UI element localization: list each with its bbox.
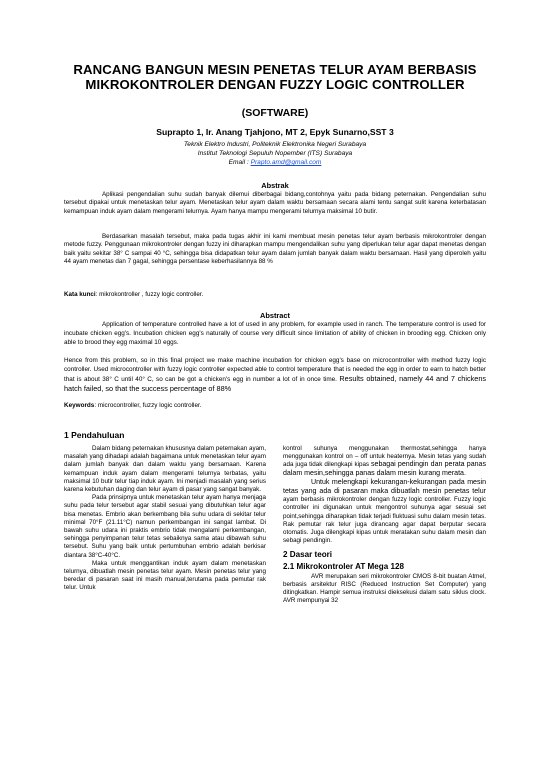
right-paragraph-1-text: kontrol suhunya menggunakan thermostat,sehingga hanya menggunakan kontrol on – off untuk heaternya. Mesin tetas yang sudah ada juga tidak dilengkapi kipas bbox=[283, 445, 486, 469]
kata-kunci-label: Kata kunci bbox=[64, 291, 96, 298]
section-1-heading: 1 Pendahuluan bbox=[64, 430, 125, 440]
email-line bbox=[40, 159, 510, 168]
abstract-paragraph-1: Application of temperature controlled have a lot of used in any problem, for example used in ranch. The temperature control is used for incubate chicken egg's. Incubation chicken egg's naturally of course very difficult since limitation of ability of chicken in brooding egg. Chicken only able to brood they egg maximal 10 eggs. bbox=[64, 321, 486, 346]
keywords-line bbox=[64, 402, 486, 411]
abstract-heading: Abstract bbox=[260, 311, 290, 320]
right-paragraph-3: AVR merupakan seri mikrokontroler CMOS 8-bit buatan Atmel, berbasis arsitektur RISC (Reduced Instruction Set Computer) yang ditingkatkan. Hampir semua instruksi dieksekusi dalam satu siklus clock. AVR mempunyai 32 bbox=[283, 572, 486, 605]
left-column bbox=[64, 445, 266, 593]
right-paragraph-2-text: ayam berbasis mikrokontroler dengan fuzzy logic controller. Fuzzy logic controller ini digunakan untuk mengontrol suhunya agar sesuai set point,sehingga diharapkan tidak terjadi fluktuasi suhu dalam mesin tetas. Rak pemutar rak telur juga dirancang agar dapat berputar secara otomatis. Juga dilengkapi kipas untuk meratakan suhu dalam mesin dan sebagi pendingin. bbox=[283, 496, 486, 545]
paper-subtitle: (SOFTWARE) bbox=[241, 107, 309, 119]
right-paragraph-2 bbox=[283, 479, 486, 546]
author-list: Suprapto 1, Ir. Anang Tjahjono, MT 2, Epyk Sunarno,SST 3 bbox=[156, 127, 394, 137]
affiliation-1: Teknik Elektro Industri, Politeknik Elektronika Negeri Surabaya bbox=[183, 141, 367, 148]
abstract-paragraph-2 bbox=[64, 357, 486, 395]
abstrak-paragraph-2: Berdasarkan masalah tersebut, maka pada tugas akhir ini kami membuat mesin penetas telur ayam berbasis mikrokontroler dengan metode fuzzy. Penggunaan mikrokontroler dengan fuzzy ini diharapkan mampu mengendalikan suhu yang diperlukan telur agar dapat menetas dengan baik yaitu sekitar 38° C sampai 40 °C, sehingga bisa didapatkan telur ayam dalam jumlah banyak dalam waktu bersamaan. Hasil yang diperoleh yaitu 44 ayam menetas dan 7 gagal, sehingga persentase keberhasilannya 88 % bbox=[64, 233, 486, 266]
email-link[interactable]: Prapto.amd@gmail.com bbox=[250, 159, 322, 166]
abstract-results: Results obtained, namely 44 and 7 chickens hatch failed, so that the success percentage of 88% bbox=[64, 373, 487, 393]
paper-title: RANCANG BANGUN MESIN PENETAS TELUR AYAM BERBASIS MIKROKONTROLER DENGAN FUZZY LOGIC CONTROLLER bbox=[73, 62, 477, 93]
keywords-text: : microcontroller, fuzzy logic controller. bbox=[94, 402, 202, 409]
kata-kunci-text: : mikrokontroller , fuzzy logic controller. bbox=[95, 291, 204, 298]
intro-paragraph-3: Maka untuk menggantikan induk ayam dalam menetaskan telurnya, dibuatlah mesin penetas telur ayam. Mesin penetas telur yang beredar di pasaran saat ini masih manual,terutama pada pemutar rak telur. Untuk bbox=[64, 559, 266, 592]
email-label: Email : bbox=[228, 159, 249, 166]
keywords-label: Keywords bbox=[64, 402, 95, 409]
intro-paragraph-2: Pada prinsipnya untuk menetaskan telur ayam hanya menjaga suhu pada telur tersebut agar stabil sesuai yang dibutuhkan telur agar bisa menetas. Embrio akan berkembang bila suhu udara di sekitar telur minimal 70°F (21.11°C) namun perkembangan ini sangat lambat. Di bawah suhu udara ini praktis embrio tidak mengalami perkembangan, sehingga penyimpanan telur tetas sebaiknya sama atau dibawah suhu tersebut. Suhu yang baik untuk pertumbuhan embrio adalah berkisar diantara 38°C-40°C. bbox=[64, 494, 266, 559]
right-paragraph-1 bbox=[283, 445, 486, 479]
right-paragraph-2-lead: Untuk melengkapi kekurangan-kekurangan pada mesin tetas yang ada di pasaran maka dibuatlah mesin penetas telur bbox=[283, 478, 486, 495]
affiliation-2: Institut Teknologi Sepuluh Nopember (ITS) Surabaya bbox=[197, 150, 353, 157]
abstract-paragraph-2-body: Hence from this problem, so in this final project we make machine incubation for chicken egg's base on microcontroller with method fuzzy logic controller. Used microcontroller with fuzzy logic controller expected able to control temperature that is needed the egg in order to earn to hatch better that is about 38° C until 40° C, so can be got a chicken's egg in number a lot of in once time. bbox=[64, 357, 486, 383]
kata-kunci-line bbox=[64, 291, 486, 299]
right-column bbox=[283, 445, 486, 606]
right-paragraph-1-cont: sebagai pendingin dan perata panas dalam mesin,sehingga panas dalam mesin kurang merata. bbox=[283, 461, 486, 478]
section-2-heading: 2 Dasar teori bbox=[283, 550, 333, 560]
intro-paragraph-1: Dalam bidang peternakan khususnya dalam peternakan ayam, masalah yang dihadapi adalah bagaimana untuk menetaskan telur ayam dalam jumlah banyak dan dalam waktu yang bersamaan. Karena kemampuan induk ayam dalam mengerami telurnya terbatas, yaitu maksimal 10 butir telur tiap induk ayam. Ini menjadi masalah yang serius karena kebutuhan daging dan telur ayam di pasar yang sangat banyak. bbox=[64, 445, 266, 494]
abstrak-paragraph-1: Aplikasi pengendalian suhu sudah banyak dilemui diberbagai bidang,contohnya yaitu pada bidang peternakan. Pengendalian suhu tersebut dipakai untuk menetaskan telur ayam. Menetaskan telur ayam dalam waktu bersamaan secara alami tentu sangat sulit karena keterbatasan kemampuan induk ayam dalam mengerami telurnya. Ayam hanya mampu mengerami telurnya maksimal 10 butir. bbox=[64, 191, 486, 215]
section-2-1-heading: 2.1 Mikrokontroler AT Mega 128 bbox=[283, 561, 404, 571]
abstrak-heading: Abstrak bbox=[261, 181, 289, 190]
